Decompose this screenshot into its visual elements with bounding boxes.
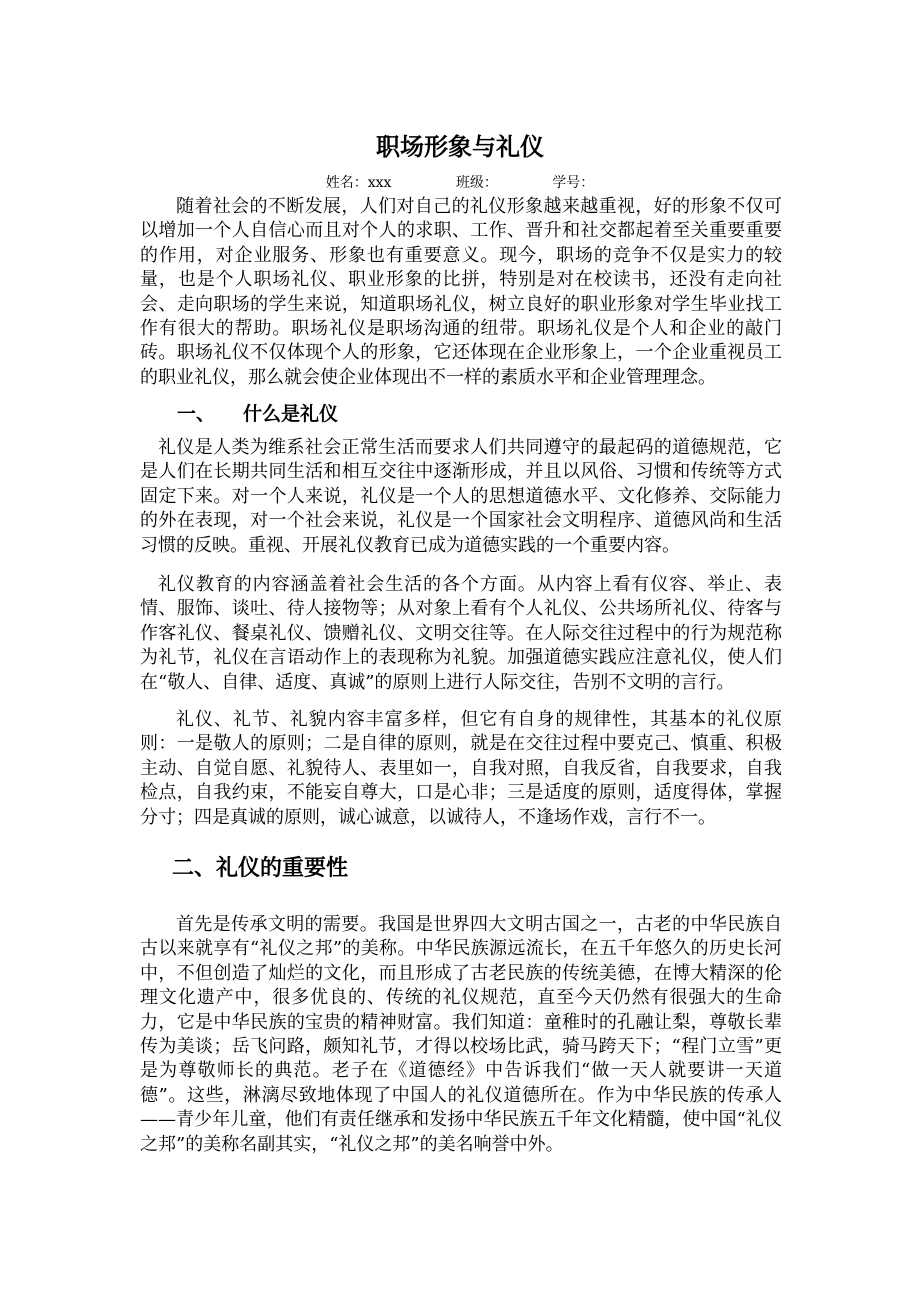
section1-paragraph-1: 礼仪是人类为维系社会正常生活而要求人们共同遵守的最起码的道德规范，它是人们在长期共同生活和相互交往中逐渐形成，并且以风俗、习惯和传统等方式固定下来。对一个人来说，礼仪是一个人的思想道德水平、文化修养、交际能力的外在表现，对一个社会来说，礼仪是一个国家社会文明程序、道德风尚和生活习惯的反映。重视、开展礼仪教育已成为道德实践的一个重要内容。 <box>140 437 782 556</box>
section-number: 一、 <box>177 403 216 425</box>
section-heading-what-is-etiquette <box>177 400 338 428</box>
class-field-label: 班级： <box>455 175 498 191</box>
section1-paragraph-2: 礼仪教育的内容涵盖着社会生活的各个方面。从内容上看有仪容、举止、表情、服饰、谈吐、待人接物等；从对象上看有个人礼仪、公共场所礼仪、待客与作客礼仪、餐桌礼仪、馈赠礼仪、文明交往等。在人际交往过程中的行为规范称为礼节，礼仪在言语动作上的表现称为礼貌。加强道德实践应注意礼仪，使人们在“敬人、自律、适度、真诚”的原则上进行人际交往，告别不文明的言行。 <box>140 574 782 693</box>
section-heading-text: 什么是礼仪 <box>243 403 339 425</box>
student-info-line <box>0 173 920 193</box>
document-title: 职场形象与礼仪 <box>376 133 544 161</box>
section-heading-importance: 二、礼仪的重要性 <box>172 856 349 881</box>
intro-paragraph: 随着社会的不断发展，人们对自己的礼仪形象越来越重视，好的形象不仅可以增加一个人自信心而且对个人的求职、工作、晋升和社交都起着至关重要重要的作用，对企业服务、形象也有重要意义。现今，职场的竞争不仅是实力的较量，也是个人职场礼仪、职业形象的比拼，特别是对在校读书，还没有走向社会、走向职场的学生来说，知道职场礼仪，树立良好的职业形象对学生毕业找工作有很大的帮助。职场礼仪是职场沟通的纽带。职场礼仪是个人和企业的敲门砖。职场礼仪不仅体现个人的形象，它还体现在企业形象上，一个企业重视员工的职业礼仪，那么就会使企业体现出不一样的素质水平和企业管理理念。 <box>140 196 782 388</box>
name-field-label: 姓名：xxx <box>325 175 392 191</box>
section1-paragraph-3: 礼仪、礼节、礼貌内容丰富多样，但它有自身的规律性，其基本的礼仪原则：一是敬人的原则；二是自律的原则，就是在交往过程中要克己、慎重、积极主动、自觉自愿、礼貌待人、表里如一，自我对照，自我反省，自我要求，自我检点，自我约束，不能妄自尊大，口是心非；三是适度的原则，适度得体，掌握分寸；四是真诚的原则，诚心诚意，以诚待人，不逢场作戏，言行不一。 <box>140 709 782 828</box>
section2-paragraph-1: 首先是传承文明的需要。我国是世界四大文明古国之一，古老的中华民族自古以来就享有“礼仪之邦”的美称。中华民族源远流长，在五千年悠久的历史长河中，不但创造了灿烂的文化，而且形成了古老民族的传统美德，在博大精深的伦理文化遗产中，很多优良的、传统的礼仪规范，直至今天仍然有很强大的生命力，它是中华民族的宝贵的精神财富。我们知道：童稚时的孔融让梨，尊敬长辈传为美谈；岳飞问路，颇知礼节，才得以校场比武，骑马跨天下；“程门立雪”更是为尊敬师长的典范。老子在《道德经》中告诉我们“做一天人就要讲一天道德”。这些，淋漓尽致地体现了中国人的礼仪道德所在。作为中华民族的传承人——青少年儿童，他们有责任继承和发扬中华民族五千年文化精髓，使中国“礼仪之邦”的美称名副其实，“礼仪之邦”的美名响誉中外。 <box>140 914 782 1155</box>
student-id-field-label: 学号： <box>552 175 595 191</box>
